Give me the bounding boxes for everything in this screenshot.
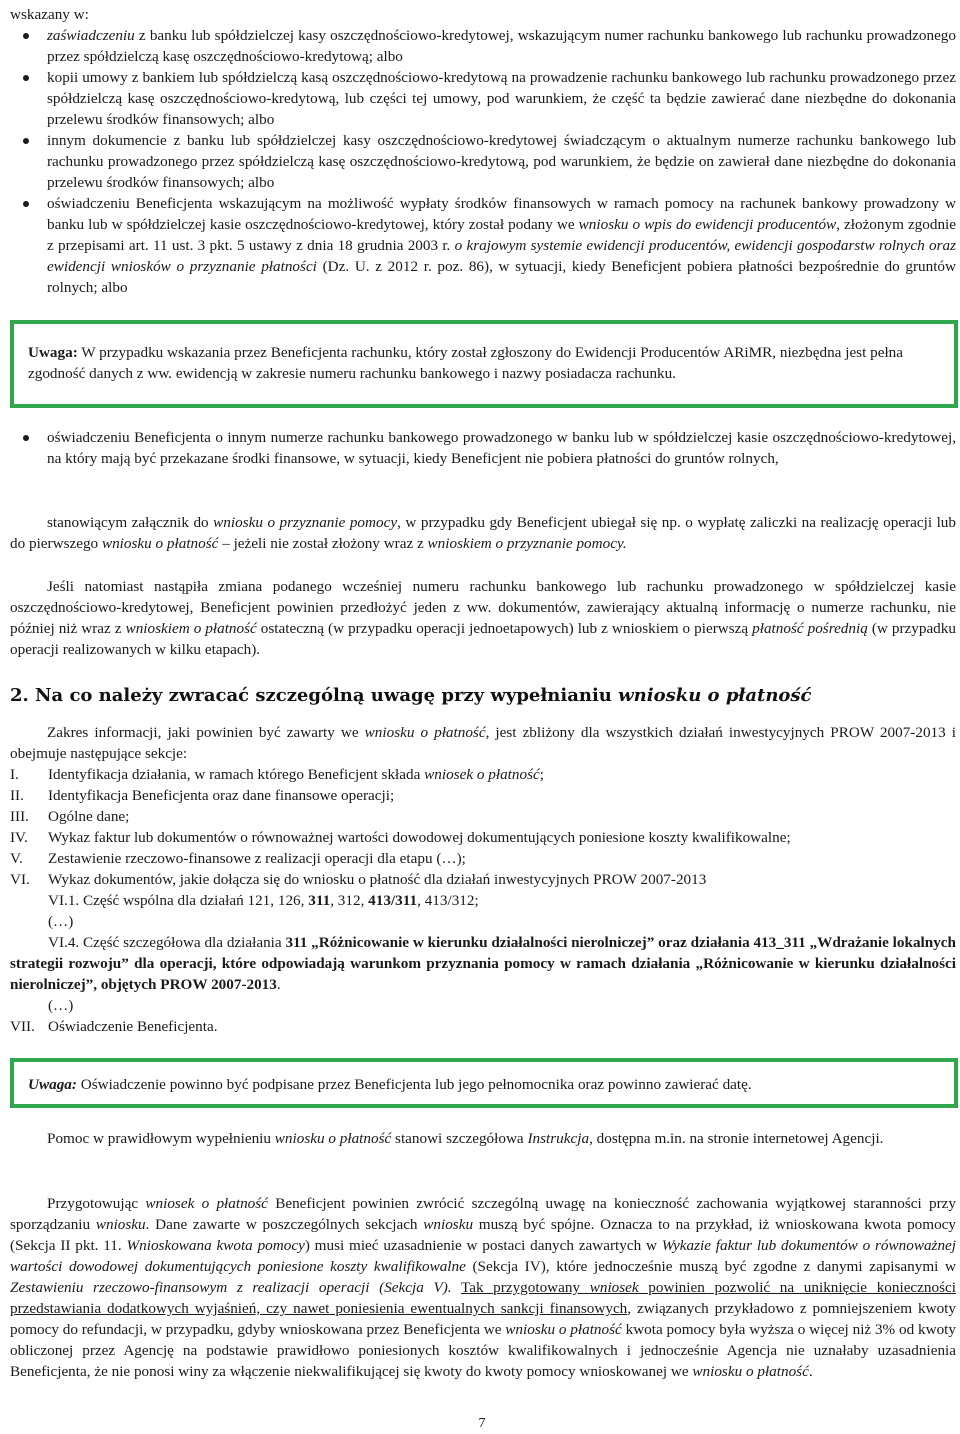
- title-text: 2. Na co należy zwracać szczególną uwagę przy wypełnianiu: [10, 685, 619, 706]
- warning-body: Oświadczenie powinno być podpisane przez Beneficjenta lub jego pełnomocnika oraz powinno zawierać datę.: [76, 1076, 752, 1093]
- em: płatność pośrednią: [752, 620, 868, 637]
- section-item: [10, 848, 956, 869]
- section-text: Oświadczenie Beneficjenta.: [48, 1018, 218, 1035]
- section-item: [10, 764, 956, 785]
- em: wniosku o przyznanie pomocy: [213, 514, 398, 531]
- bullet-dot-icon: [23, 33, 29, 39]
- em: wniosku o płatność: [364, 724, 486, 741]
- text: , dostępna m.in. na stronie internetowej Agencji.: [589, 1130, 884, 1147]
- section-text: Wykaz faktur lub dokumentów o równoważnej wartości dowodowej dokumentujących poniesione koszty kwalifikowalne;: [48, 829, 791, 846]
- text: . Dane zawarte w poszczególnych sekcjach: [145, 1216, 424, 1233]
- warning-box-account: [10, 320, 958, 408]
- intro-text: wskazany w:: [10, 6, 89, 23]
- em: wniosku o płatność: [101, 535, 219, 552]
- section-item: [10, 869, 956, 890]
- section-2-title: [10, 684, 956, 708]
- intro-line: [10, 4, 89, 25]
- section-item: [10, 1016, 956, 1037]
- section-item: [10, 785, 956, 806]
- ellipsis: [10, 995, 956, 1016]
- text: (…): [48, 997, 74, 1014]
- section-list: [10, 764, 956, 1037]
- bullet-item: [10, 25, 956, 67]
- subsection-vi1: [10, 890, 956, 911]
- underlined-em: wniosek: [589, 1279, 639, 1296]
- em: wniosku o płatność: [274, 1130, 392, 1147]
- underlined-text: powinien pozwolić na uniknięcie konieczności przedstawiania dodatkowych wyjaśnień, czy nawet poniesienia ewentualnych sankcji finansowych: [10, 1279, 956, 1317]
- bullet-dot-icon: [23, 75, 29, 81]
- bullet-text: innym dokumencie z banku lub spółdzielczej kasy oszczędnościowo-kredytowej świadczącym o aktualnym numerze rachunku bankowego lub rachunku prowadzonego przez spółdzielczą kasę oszczędnościowo-kredytową, pod warunkiem, że będzie on zawierał dane niezbędne do dokonania przelewu środków finansowych; albo: [47, 132, 956, 191]
- section-text: Zestawienie rzeczowo-finansowe z realizacji operacji dla etapu (…);: [48, 850, 466, 867]
- text: stanowiącym załącznik do: [47, 514, 214, 531]
- bullet-text: oświadczeniu Beneficjenta o innym numerze rachunku bankowego prowadzonego w banku lub w spółdzielczej kasie oszczędnościowo-kredytowej, na który mają być przekazane środki finansowe, w sytuacji, kiedy Beneficjent nie pobiera płatności do gruntów rolnych,: [47, 429, 956, 467]
- section-number: V.: [10, 850, 23, 867]
- bullet-item: [10, 193, 956, 298]
- bullet-em: wniosku o wpis do ewidencji producentów: [578, 216, 837, 233]
- em: wniosek o płatność: [145, 1195, 268, 1212]
- text: VI.1. Część wspólna dla działań 121, 126,: [48, 892, 309, 909]
- text: , 413/312;: [417, 892, 479, 909]
- text: Beneficjent powinien zwrócić szczególną uwagę na konieczność zachowania wyjątkowej staranności przy sporządzaniu: [10, 1195, 957, 1233]
- text: ) musi mieć uzasadnienie w postaci danych zawartych w: [304, 1237, 662, 1254]
- bullet-em: zaświadczeniu: [47, 27, 135, 44]
- section-text: ;: [539, 766, 544, 783]
- bullet-text: z banku lub spółdzielczej kasy oszczędnościowo-kredytowej, wskazującym numer rachunku bankowego lub rachunku prowadzonego przez spółdzielczą kasę oszczędnościowo-kredytową; albo: [47, 27, 956, 65]
- section-number: I.: [10, 766, 19, 783]
- bullet-dot-icon: [23, 201, 29, 207]
- paragraph-preparation: [10, 1193, 956, 1382]
- section-number: VI.: [10, 871, 30, 888]
- bold: 413/311: [368, 892, 418, 909]
- warning-body: W przypadku wskazania przez Beneficjenta rachunku, który został zgłoszony do Ewidencji Producentów ARiMR, niezbędna jest pełna zgodność danych z ww. ewidencją w zakresie numeru rachunku bankowego i nazwy posiadacza rachunku.: [28, 344, 903, 382]
- text: Zakres informacji, jaki powinien być zawarty we: [47, 724, 365, 741]
- text: Jeśli natomiast nastąpiła zmiana podanego wcześniej numeru rachunku bankowego lub rachunku prowadzonego w spółdzielczej kasie oszczędnościowo-kredytowej, Beneficjent powinien przedłożyć jeden z ww. dokumentów, zawierający aktualną informację o numerze rachunku, nie później niż wraz z: [10, 578, 956, 637]
- em: wniosku o płatność: [505, 1321, 622, 1338]
- section-text: Identyfikacja Beneficjenta oraz dane finansowe operacji;: [48, 787, 395, 804]
- em: Wykazie faktur lub dokumentów o równoważnej wartości dowodowej dokumentujących poniesione koszty kwalifikowalne: [10, 1237, 957, 1275]
- text: , w przypadku gdy Beneficjent ubiegał się np. o wypłatę zaliczki na realizację operacji lub do pierwszego: [10, 514, 956, 552]
- section-em: wniosek o płatność: [424, 766, 540, 783]
- section-text: Identyfikacja działania, w ramach którego Beneficjent składa: [48, 766, 425, 783]
- text: , jest zbliżony dla wszystkich działań inwestycyjnych PROW 2007-2013 i obejmuje następujące sekcje:: [10, 724, 956, 762]
- text: – jeżeli nie został złożony wraz z: [218, 535, 428, 552]
- page-number: 7: [478, 1416, 486, 1431]
- em: wnioskiem o płatność: [125, 620, 257, 637]
- warning-box-signature: [10, 1058, 958, 1108]
- bullet-text: kopii umowy z bankiem lub spółdzielczą kasą oszczędnościowo-kredytową na prowadzenie rachunku bankowego lub rachunku prowadzonego przez spółdzielczą kasę oszczędnościowo-kredytową, lub części tej umowy, pod warunkiem, że część ta będzie zawierać dane niezbędne do dokonania przelewu środków finansowych; albo: [47, 69, 956, 128]
- text: , 312,: [330, 892, 369, 909]
- title-em: wniosku o płatność: [618, 685, 812, 706]
- warning-label: Uwaga:: [28, 344, 78, 361]
- text: muszą być spójne. Oznacza to na przykład, iż wnioskowana kwota pomocy (Sekcja II pkt. 11.: [10, 1216, 956, 1254]
- text: ostateczną (w przypadku operacji jednoetapowych) lub z wnioskiem o pierwszą: [256, 620, 753, 637]
- text: VI.4. Część szczegółowa dla działania: [48, 934, 286, 951]
- section-number: II.: [10, 787, 24, 804]
- section-text: Wykaz dokumentów, jakie dołącza się do wniosku o płatność dla działań inwestycyjnych PROW 2007-2013: [48, 871, 707, 888]
- text: kwota pomocy była wyższa o więcej niż 3% od kwoty obliczonej przez Agencję na podstawie prawidłowo poniesionych kosztów kwalifikowalnych i jednocześnie Agencja nie uznałaby uzasadnienia Beneficjenta, że nie ponosi winy za włączenie niekwalifikującej się kwoty do kwoty pomocy wnioskowanej we: [10, 1321, 956, 1380]
- text: .: [808, 1363, 813, 1380]
- em: wnioskiem o przyznanie pomocy.: [427, 535, 627, 552]
- text: [452, 1279, 461, 1296]
- text: Pomoc w prawidłowym wypełnieniu: [47, 1130, 275, 1147]
- bullet-dot-icon: [23, 138, 29, 144]
- bullet-dot-icon: [23, 435, 29, 441]
- section-text: Ogólne dane;: [48, 808, 130, 825]
- bullet-text: oświadczeniu Beneficjenta wskazującym na możliwość wypłaty środków finansowych w ramach pomocy na rachunek bankowy prowadzony w banku lub w spółdzielczej kasie oszczędnościowo-kredytowej, który został podany we: [47, 195, 956, 233]
- section-item: [10, 827, 956, 848]
- em: Zestawieniu rzeczowo-finansowym z realizacji operacji (Sekcja V).: [10, 1279, 452, 1296]
- bullet-em: o krajowym systemie ewidencji producentów, ewidencji gospodarstw rolnych oraz ewidencji wniosków o przyznanie płatności: [47, 237, 956, 275]
- bullet-item: [10, 130, 956, 193]
- section-item: [10, 806, 956, 827]
- section-number: IV.: [10, 829, 28, 846]
- warning-text: [28, 1074, 940, 1095]
- paragraph-account-change: [10, 576, 956, 660]
- em: wniosku: [423, 1216, 474, 1233]
- text: (w przypadku operacji realizowanych w kilku etapach).: [10, 620, 956, 658]
- text: (…): [48, 913, 74, 930]
- ellipsis: [10, 911, 956, 932]
- section-number: VII.: [10, 1018, 35, 1035]
- underlined-text: Tak przygotowany: [460, 1279, 590, 1296]
- warning-label: Uwaga:: [28, 1076, 77, 1093]
- subsection-vi4: [10, 932, 956, 995]
- em: Wnioskowana kwota pomocy: [126, 1237, 305, 1254]
- em: wniosku o płatność: [692, 1363, 809, 1380]
- bullet-text: (Dz. U. z 2012 r. poz. 86), w sytuacji, kiedy Beneficjent pobiera płatności bezpośrednie do gruntów rolnych; albo: [47, 258, 956, 296]
- warning-text: [28, 342, 940, 384]
- bullet-list-account: [10, 427, 956, 469]
- bold: 311 „Różnicowanie w kierunku działalności nierolniczej” oraz działania 413_311 „Wdrażanie lokalnych strategii rozwoju” dla operacji, które odpowiadają warunkom przyznania pomocy w ramach działania „Różnicowanie w kierunku działalności nierolniczej”, objętych PROW 2007-2013: [10, 934, 956, 993]
- bullet-item: [10, 427, 956, 469]
- section-number: III.: [10, 808, 29, 825]
- text: .: [276, 976, 281, 993]
- paragraph-attachment: [10, 512, 956, 554]
- text: stanowi szczegółowa: [391, 1130, 528, 1147]
- text: , związanych przykładowo z pomniejszeniem kwoty pomocy do refundacji, w przypadku, gdyby wnioskowana przez Beneficjenta we: [10, 1300, 956, 1338]
- paragraph-help: [10, 1128, 956, 1149]
- em: wniosku: [95, 1216, 146, 1233]
- bullet-list-top: [10, 25, 956, 298]
- bold: 311: [308, 892, 331, 909]
- bullet-text: , złożonym zgodnie z przepisami art. 11 ust. 3 pkt. 5 ustawy z dnia 18 grudnia 2003 r.: [47, 216, 957, 254]
- bullet-item: [10, 67, 956, 130]
- em: Instrukcja: [527, 1130, 590, 1147]
- text: Przygotowując: [47, 1195, 146, 1212]
- section-2-intro: [10, 722, 956, 764]
- text: (Sekcja IV), które jednocześnie muszą być zgodne z danymi zapisanymi w: [465, 1258, 956, 1275]
